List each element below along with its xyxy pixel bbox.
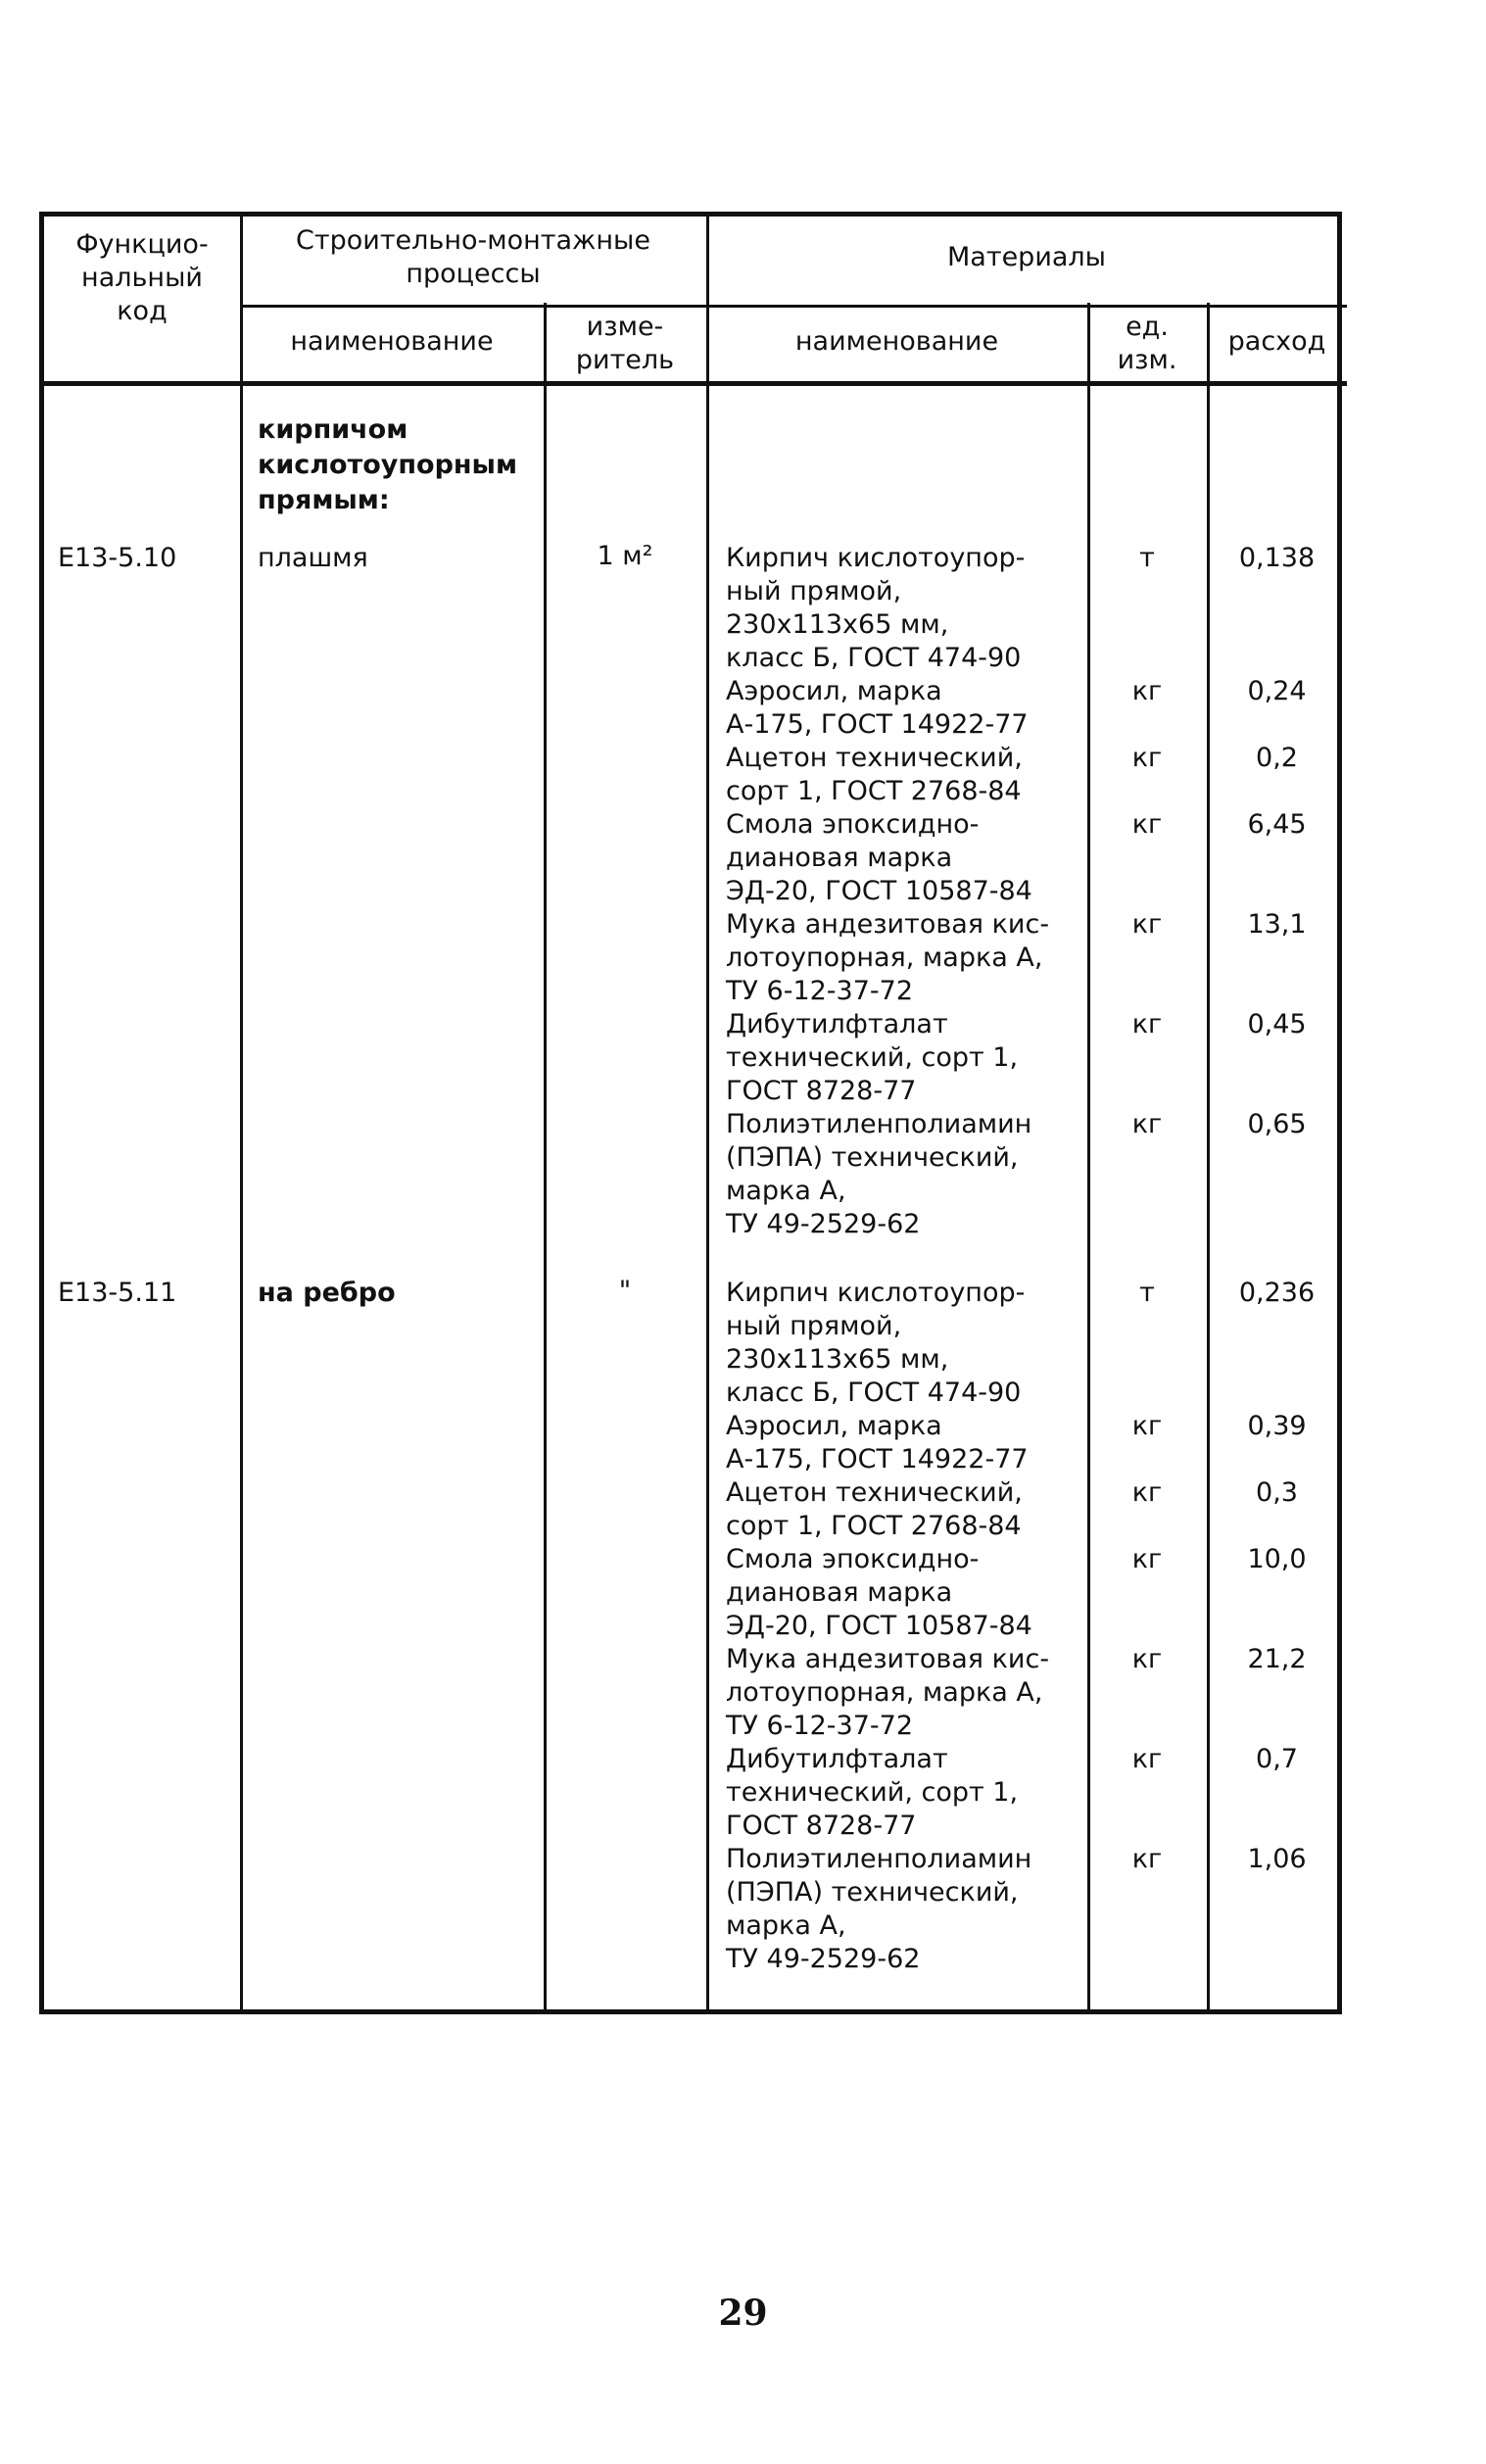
material-qty: 0,7	[1256, 1744, 1298, 1774]
material-qty: 0,3	[1256, 1477, 1298, 1508]
material-unit: кг	[1131, 1744, 1163, 1774]
material-unit: кг	[1131, 1544, 1163, 1574]
col-divider	[240, 217, 243, 2009]
material-unit: кг	[1131, 1411, 1163, 1441]
material-qty: 0,236	[1238, 1278, 1316, 1308]
norms-table	[39, 212, 1342, 2014]
material-unit: т	[1139, 543, 1155, 573]
material-qty: 0,138	[1238, 543, 1316, 573]
material-qty: 0,39	[1247, 1411, 1307, 1441]
material-unit: кг	[1131, 1009, 1163, 1039]
material-name: Аэросил, марка А-175, ГОСТ 14922-77	[726, 676, 1029, 740]
header-process-name: наименование	[290, 326, 494, 357]
material-qty: 6,45	[1247, 809, 1307, 840]
header-process-measure: изме- ритель	[575, 312, 675, 375]
material-qty: 0,24	[1247, 676, 1307, 706]
header-func-code: Функцио- нальный код	[75, 229, 209, 326]
material-unit: т	[1139, 1278, 1155, 1308]
material-qty: 0,65	[1247, 1109, 1307, 1139]
header-subdivider	[240, 305, 1347, 308]
material-qty: 10,0	[1247, 1544, 1307, 1574]
material-unit: кг	[1131, 1644, 1163, 1674]
header-bottom-rule	[44, 381, 1347, 386]
material-unit: кг	[1131, 809, 1163, 840]
material-name: Ацетон технический, сорт 1, ГОСТ 2768-84	[726, 743, 1023, 806]
material-qty: 13,1	[1247, 909, 1307, 940]
entry-code: Е13-5.11	[58, 1278, 177, 1308]
header-material-name: наименование	[794, 326, 999, 357]
header-consumption: расход	[1227, 326, 1326, 357]
entry-measure: 1 м²	[597, 541, 653, 571]
header-unit: ед. изм.	[1117, 312, 1177, 375]
entry-code: Е13-5.10	[58, 543, 177, 573]
material-unit: кг	[1131, 1477, 1163, 1508]
material-unit: кг	[1131, 1109, 1163, 1139]
material-name: Смола эпоксидно- диановая марка ЭД-20, ГОСТ 10587-84	[726, 1544, 1032, 1641]
material-name: Полиэтиленполиамин (ПЭПА) технический, марка А, ТУ 49-2529-62	[726, 1844, 1032, 1974]
material-name: Кирпич кислотоупор- ный прямой, 230х113х65 мм, класс Б, ГОСТ 474-90	[726, 543, 1026, 673]
material-unit: кг	[1131, 909, 1163, 940]
material-name: Мука андезитовая кис- лотоупорная, марка А, ТУ 6-12-37-72	[726, 1644, 1050, 1741]
material-name: Аэросил, марка А-175, ГОСТ 14922-77	[726, 1411, 1029, 1474]
material-name: Кирпич кислотоупор- ный прямой, 230х113х65 мм, класс Б, ГОСТ 474-90	[726, 1278, 1026, 1408]
material-name: Смола эпоксидно- диановая марка ЭД-20, ГОСТ 10587-84	[726, 809, 1032, 906]
material-qty: 1,06	[1247, 1844, 1307, 1874]
header-processes: Строительно-монтажные процессы	[296, 225, 650, 289]
material-unit: кг	[1131, 1844, 1163, 1874]
material-qty: 0,45	[1247, 1009, 1307, 1039]
material-name: Полиэтиленполиамин (ПЭПА) технический, марка А, ТУ 49-2529-62	[726, 1109, 1032, 1239]
material-unit: кг	[1131, 743, 1163, 773]
material-qty: 21,2	[1247, 1644, 1307, 1674]
col-divider	[706, 217, 709, 2009]
material-name: Дибутилфталат технический, сорт 1, ГОСТ 8728-77	[726, 1009, 1019, 1106]
col-divider	[544, 217, 547, 2009]
entry-process-name: плашмя	[258, 543, 368, 573]
group-title: кирпичом кислотоупорным прямым:	[258, 414, 518, 515]
page-number: 29	[718, 2293, 768, 2334]
entry-measure: "	[618, 1276, 632, 1306]
material-name: Дибутилфталат технический, сорт 1, ГОСТ 8728-77	[726, 1744, 1019, 1841]
material-qty: 0,2	[1256, 743, 1298, 773]
material-unit: кг	[1131, 676, 1163, 706]
header-materials: Материалы	[947, 242, 1106, 272]
entry-process-name: на ребро	[258, 1278, 396, 1308]
material-name: Ацетон технический, сорт 1, ГОСТ 2768-84	[726, 1477, 1023, 1541]
material-name: Мука андезитовая кис- лотоупорная, марка А, ТУ 6-12-37-72	[726, 909, 1050, 1006]
